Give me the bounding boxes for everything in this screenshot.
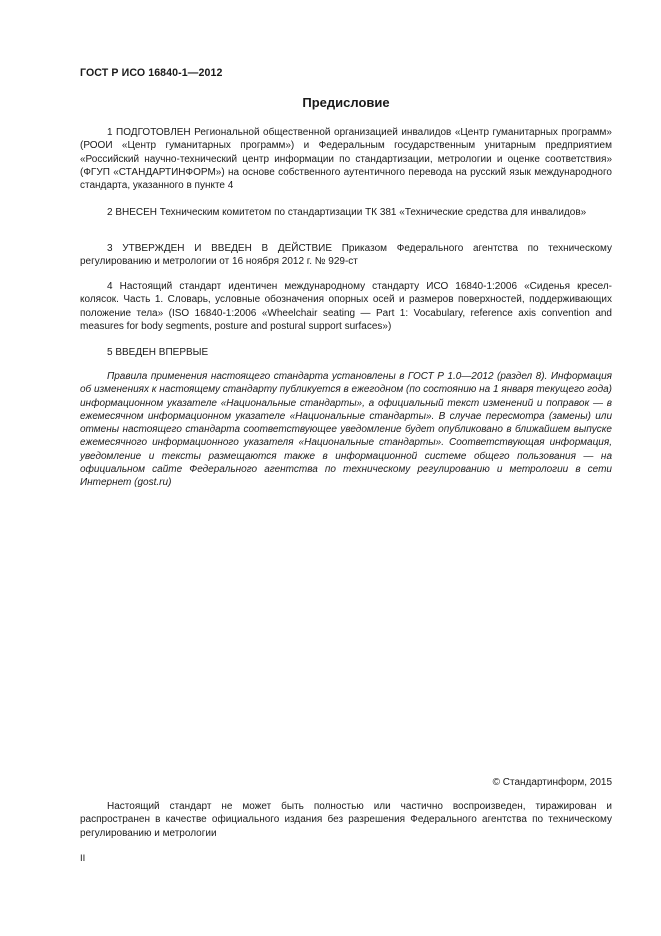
page-title: Предисловие [302, 95, 390, 110]
foreword-item-1: 1 ПОДГОТОВЛЕН Региональной общественной организацией инвалидов «Центр гуманитарных программ» (РООИ «Центр гуманитарных программ») и Федеральным государственным унитарным предприятием «Российский научно-технический центр информации по стандартизации, метрологии и оценке соответствия» (ФГУП «СТАНДАРТИНФОРМ») на основе собственного аутентичного перевода на русский язык международного стандарта, указанного в пункте 4 [80, 127, 612, 192]
reprint-restriction-text: Настоящий стандарт не может быть полностью или частично воспроизведен, тиражирован и распространен в качестве официального издания без разрешения Федерального агентства по техническому регулированию и метрологии [80, 801, 612, 839]
foreword-item-5: 5 ВВЕДЕН ВПЕРВЫЕ [107, 347, 209, 358]
foreword-item-4: 4 Настоящий стандарт идентичен международному стандарту ИСО 16840-1:2006 «Сиденья кресел-колясок. Часть 1. Словарь, условные обозначения опорных осей и размеров поверхностей, поддерживающих положение тела» (ISO 16840-1:2006 «Wheelchair seating — Part 1: Vocabulary, reference axis convention and measures for body segments, posture and postural support surfaces») [80, 281, 612, 332]
document-code-header: ГОСТ Р ИСО 16840-1—2012 [80, 67, 223, 79]
foreword-item-3: 3 УТВЕРЖДЕН И ВВЕДЕН В ДЕЙСТВИЕ Приказом Федерального агентства по техническому регулированию и метрологии от 16 ноября 2012 г. № 929-ст [80, 243, 612, 268]
application-rules-notice: Правила применения настоящего стандарта установлены в ГОСТ Р 1.0—2012 (раздел 8). Информация об изменениях к настоящему стандарту публикуется в ежегодном (по состоянию на 1 января текущего года) информационном указателе «Национальные стандарты», а официальный текст изменений и поправок — в ежемесячном информационном указателе «Национальные стандарты». В случае пересмотра (замены) или отмены настоящего стандарта соответствующее уведомление будет опубликовано в ближайшем выпуске ежемесячного информационного указателя «Национальные стандарты». Соответствующая информация, уведомление и тексты размещаются также в информационной системе общего пользования — на официальном сайте Федерального агентства по техническому регулированию и метрологии в сети Интернет (gost.ru) [80, 371, 612, 489]
foreword-item-2: 2 ВНЕСЕН Техническим комитетом по стандартизации ТК 381 «Технические средства для инвалидов» [107, 207, 587, 218]
page-number: II [80, 853, 86, 864]
copyright-line: © Стандартинформ, 2015 [492, 777, 612, 788]
